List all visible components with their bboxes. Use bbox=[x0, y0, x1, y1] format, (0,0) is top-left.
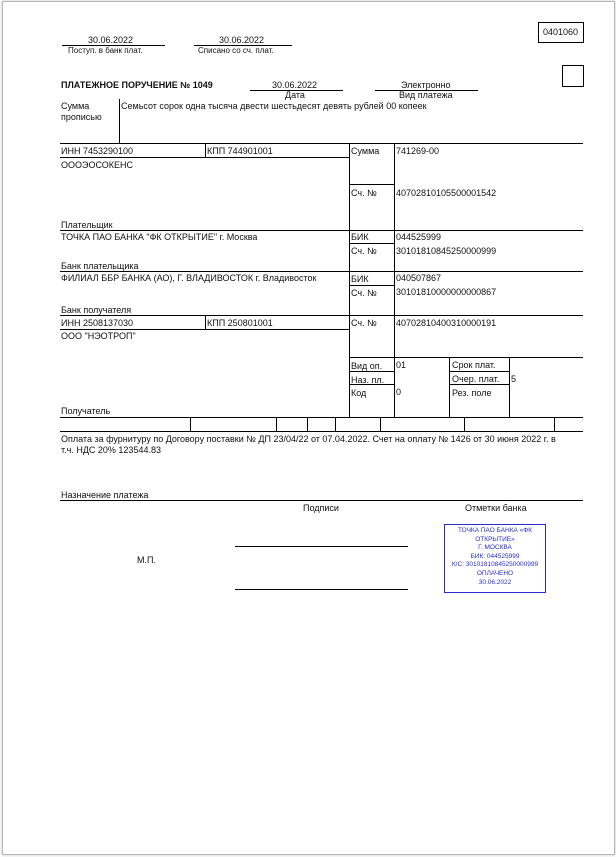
payer-bank-account: 30101810845250000999 bbox=[396, 246, 497, 256]
kod-label: Код bbox=[351, 388, 367, 398]
payment-type-label: Вид платежа bbox=[399, 90, 453, 100]
order-date: 30.06.2022 bbox=[272, 80, 318, 90]
amount-words-label-2: прописью bbox=[61, 112, 102, 122]
signature-line-1 bbox=[235, 546, 408, 547]
recipient-inn: ИНН 2508137030 bbox=[61, 318, 134, 328]
recipient-bank-account-label: Сч. № bbox=[351, 288, 377, 298]
status-box bbox=[562, 65, 584, 87]
payment-order-page bbox=[2, 1, 615, 855]
payer-bik-label: БИК bbox=[351, 232, 369, 242]
payer-bik: 044525999 bbox=[396, 232, 442, 242]
bank-stamp bbox=[444, 524, 546, 593]
stamp-line-6: ОПЛАЧЕНО bbox=[476, 569, 514, 577]
stamp-line-1: ТОЧКА ПАО БАНКА «ФК bbox=[457, 527, 532, 534]
stamp-line-5: К/С: 30101810845250000999 bbox=[451, 561, 539, 569]
debited-label: Списано со сч. плат. bbox=[198, 46, 274, 55]
naz-pl-label: Наз. пл. bbox=[351, 375, 385, 385]
purpose-text-2: т.ч. НДС 20% 123544.83 bbox=[61, 445, 161, 455]
purpose-label: Назначение платежа bbox=[61, 490, 149, 500]
bank-marks-label: Отметки банка bbox=[465, 503, 527, 513]
payer-bank-label: Банк плательщика bbox=[61, 261, 139, 271]
kod-value: 0 bbox=[396, 387, 402, 397]
payer-name: ОООЭОСОКЕНС bbox=[61, 160, 134, 170]
payer-account-label: Сч. № bbox=[351, 188, 377, 198]
srok-label: Срок плат. bbox=[452, 360, 496, 370]
payer-inn: ИНН 7453290100 bbox=[61, 146, 134, 156]
recipient-account-label: Сч. № bbox=[351, 318, 377, 328]
stamp-line-7: 30.06.2022 bbox=[478, 578, 512, 586]
received-date: 30.06.2022 bbox=[88, 35, 134, 45]
signatures-label: Подписи bbox=[303, 503, 339, 513]
mp-label: М.П. bbox=[137, 555, 156, 565]
payer-label: Плательщик bbox=[61, 220, 113, 230]
ocher-label: Очер. плат. bbox=[452, 374, 500, 384]
purpose-text-1: Оплата за фурнитуру по Договору поставки № ДП 23/04/22 от 07.04.2022. Счет на оплату № 1426 от 30 июня 2022 г. в bbox=[61, 434, 556, 444]
order-title: ПЛАТЕЖНОЕ ПОРУЧЕНИЕ № 1049 bbox=[61, 80, 213, 90]
debited-date: 30.06.2022 bbox=[219, 35, 265, 45]
recipient-bank-account: 30101810000000000867 bbox=[396, 287, 497, 297]
amount-words-text: Семьсот сорок одна тысяча двести шестьдесят девять рублей 00 копеек bbox=[121, 101, 427, 111]
recipient-label: Получатель bbox=[61, 406, 111, 416]
payer-bank-name: ТОЧКА ПАО БАНКА "ФК ОТКРЫТИЕ" г. Москва bbox=[61, 232, 258, 242]
payer-bank-account-label: Сч. № bbox=[351, 246, 377, 256]
signature-line-2 bbox=[235, 589, 408, 590]
stamp-line-4: БИК: 044525999 bbox=[470, 552, 520, 560]
ocher-value: 5 bbox=[511, 374, 517, 384]
recipient-account: 40702810400310000191 bbox=[396, 318, 497, 328]
recipient-bik-label: БИК bbox=[351, 274, 369, 284]
vid-op-value: 01 bbox=[396, 360, 407, 370]
amount-label: Сумма bbox=[351, 146, 380, 156]
rez-label: Рез. поле bbox=[452, 388, 492, 398]
payment-type: Электронно bbox=[401, 80, 451, 90]
received-label: Поступ. в банк плат. bbox=[68, 46, 143, 55]
recipient-bik: 040507867 bbox=[396, 273, 442, 283]
stamp-line-2: ОТКРЫТИЕ» bbox=[475, 535, 515, 543]
payer-kpp: КПП 744901001 bbox=[207, 146, 273, 156]
order-date-label: Дата bbox=[285, 90, 305, 100]
recipient-bank-name: ФИЛИАЛ ББР БАНКА (АО), Г. ВЛАДИВОСТОК г. Владивосток bbox=[61, 273, 317, 283]
payer-account: 40702810105500001542 bbox=[396, 188, 497, 198]
recipient-bank-label: Банк получателя bbox=[61, 305, 132, 315]
stamp-line-3: Г. МОСКВА bbox=[478, 544, 512, 552]
recipient-name: ООО "НЭОТРОП" bbox=[61, 331, 136, 341]
amount-words-label-1: Сумма bbox=[61, 101, 90, 111]
vid-op-label: Вид оп. bbox=[351, 361, 383, 371]
amount-value: 741269-00 bbox=[396, 146, 440, 156]
form-code: 0401060 bbox=[543, 27, 579, 37]
recipient-kpp: КПП 250801001 bbox=[207, 318, 273, 328]
